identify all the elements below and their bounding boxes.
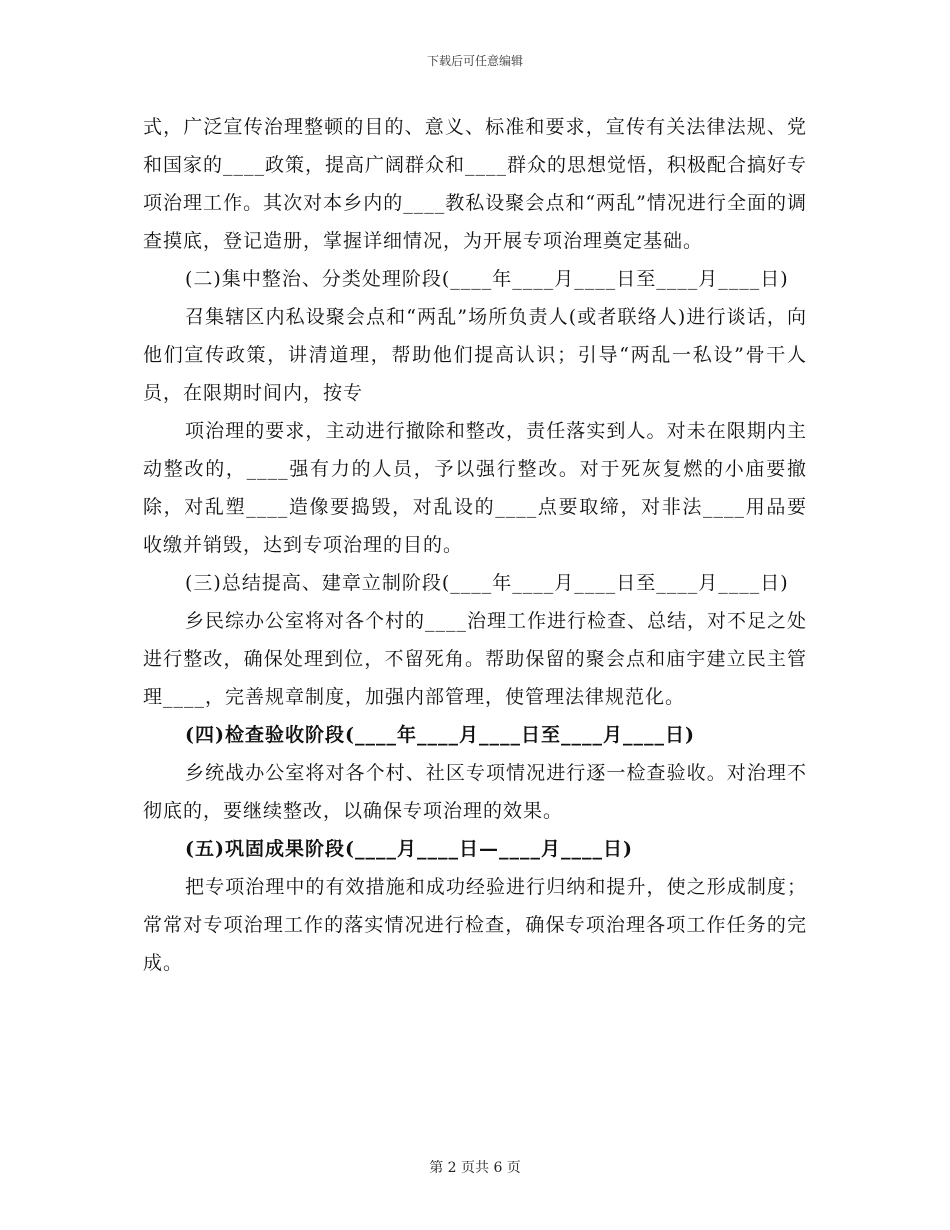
page-number: 第 2 页共 6 页 [429,1160,521,1176]
section-heading-3: (三)总结提高、建章立制阶段(____年____月____日至____月____日) [185,572,789,594]
paragraph-6: 乡民综办公室将对各个村的____治理工作进行检查、总结，对不足之处进行整改，确保处理到位，不留死角。帮助保留的聚会点和庙宇建立民主管理____，完善规章制度，加强内部管理，使管理法律规范化。 [143,610,808,708]
paragraph-10: 把专项治理中的有效措施和成功经验进行归纳和提升，使之形成制度；常常对专项治理工作的落实情况进行检查，确保专项治理各项工作任务的完成。 [143,876,807,974]
paragraph-4: 项治理的要求，主动进行撤除和整改，责任落实到人。对未在限期内主动整改的，____强有力的人员，予以强行整改。对于死灰复燃的小庙要撤除，对乱塑____造像要捣毁，对乱设的____点要取缔，对非法____用品要收缴并销毁，达到专项治理的目的。 [143,420,807,556]
paragraph-8: 乡统战办公室将对各个村、社区专项情况进行逐一检查验收。对治理不彻底的，要继续整改，以确保专项治理的效果。 [143,762,807,822]
section-heading-5: (五)巩固成果阶段(____月____日—____月____日) [185,838,633,860]
document-body [143,108,807,982]
section-heading-2: (二)集中整治、分类处理阶段(____年____月____日至____月____日) [185,268,789,290]
paragraph-3: 召集辖区内私设聚会点和“两乱”场所负责人(或者联络人)进行谈话，向他们宣传政策，讲清道理，帮助他们提高认识；引导“两乱一私设”骨干人员，在限期时间内，按专 [143,306,807,404]
paragraph-1: 式，广泛宣传治理整顿的目的、意义、标准和要求，宣传有关法律法规、党和国家的____政策，提高广阔群众和____群众的思想觉悟，积极配合搞好专项治理工作。其次对本乡内的____教私设聚会点和“两乱”情况进行全面的调查摸底，登记造册，掌握详细情况，为开展专项治理奠定基础。 [143,116,808,252]
page-header: 下载后可任意编辑 [426,54,523,68]
section-heading-4: (四)检查验收阶段(____年____月____日至____月____日) [185,724,695,746]
